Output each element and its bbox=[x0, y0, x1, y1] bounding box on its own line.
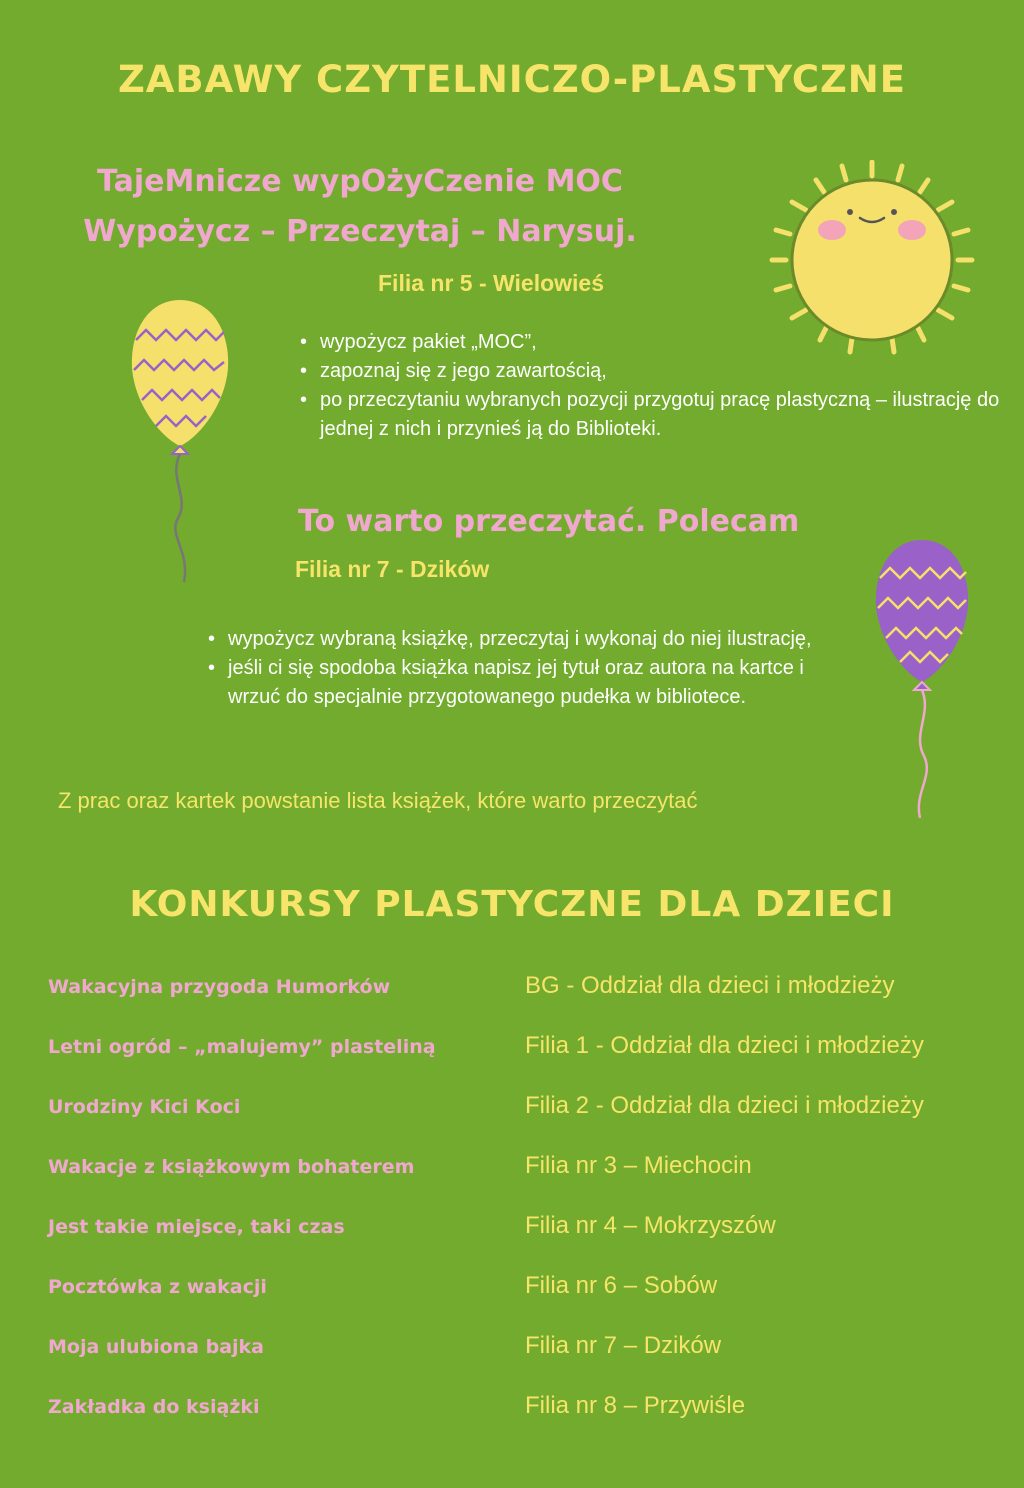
purple-balloon-icon bbox=[872, 538, 972, 822]
contest-list bbox=[48, 976, 436, 1456]
branch-item: Filia nr 4 – Mokrzyszów bbox=[525, 1212, 776, 1239]
branch-item: Filia nr 3 – Miechocin bbox=[525, 1152, 752, 1179]
list-item: • jeśli ci się spodoba książka napisz jej tytuł oraz autora na kartce i wrzuć do specjalnie przygotowanego pudełka w bibliotece. bbox=[228, 654, 848, 712]
branch-item: Filia nr 7 – Dzików bbox=[525, 1332, 722, 1359]
list-item: • wypożycz wybraną książkę, przeczytaj i wykonaj do niej ilustrację, bbox=[228, 625, 848, 654]
list-item: • wypożycz pakiet „MOC”, bbox=[320, 328, 1010, 357]
branch-item: Filia 1 - Oddział dla dzieci i młodzieży bbox=[525, 1032, 924, 1059]
section2-note: Z prac oraz kartek powstanie lista książek, które warto przeczytać bbox=[58, 788, 698, 813]
contest-item: Zakładka do książki bbox=[48, 1396, 260, 1418]
section1-heading-line1: TajeMnicze wypOżyCzenie MOC bbox=[97, 164, 623, 199]
yellow-balloon-icon bbox=[128, 298, 232, 588]
contest-item: Wakacyjna przygoda Humorków bbox=[48, 976, 391, 998]
list-item: • po przeczytaniu wybranych pozycji przygotuj pracę plastyczną – ilustrację do jednej z nich i przynieś ją do Biblioteki. bbox=[320, 386, 1010, 444]
section2-heading: To warto przeczytać. Polecam bbox=[298, 504, 800, 539]
contest-item: Letni ogród – „malujemy” plasteliną bbox=[48, 1036, 436, 1058]
branch-item: Filia 2 - Oddział dla dzieci i młodzieży bbox=[525, 1092, 924, 1119]
branch-item: Filia nr 6 – Sobów bbox=[525, 1272, 718, 1299]
section1-heading-line2: Wypożycz – Przeczytaj – Narysuj. bbox=[83, 214, 637, 249]
branch-item: Filia nr 8 – Przywiśle bbox=[525, 1392, 746, 1419]
contest-item: Pocztówka z wakacji bbox=[48, 1276, 267, 1298]
section2-bullet-list bbox=[206, 625, 848, 712]
contest-item: Jest takie miejsce, taki czas bbox=[48, 1216, 345, 1238]
page-title: ZABAWY CZYTELNICZO-PLASTYCZNE bbox=[117, 58, 907, 101]
contest-item: Moja ulubiona bajka bbox=[48, 1336, 264, 1358]
section1-branch: Filia nr 5 - Wielowieś bbox=[378, 270, 605, 296]
list-item: • zapoznaj się z jego zawartością, bbox=[320, 357, 1010, 386]
branch-list bbox=[525, 972, 924, 1452]
section2-branch: Filia nr 7 - Dzików bbox=[295, 556, 490, 582]
contest-item: Urodziny Kici Koci bbox=[48, 1096, 241, 1118]
section3-title: KONKURSY PLASTYCZNE DLA DZIECI bbox=[129, 884, 895, 925]
contest-item: Wakacje z książkowym bohaterem bbox=[48, 1156, 415, 1178]
sun-icon bbox=[762, 160, 982, 360]
branch-item: BG - Oddział dla dzieci i młodzieży bbox=[525, 972, 895, 999]
